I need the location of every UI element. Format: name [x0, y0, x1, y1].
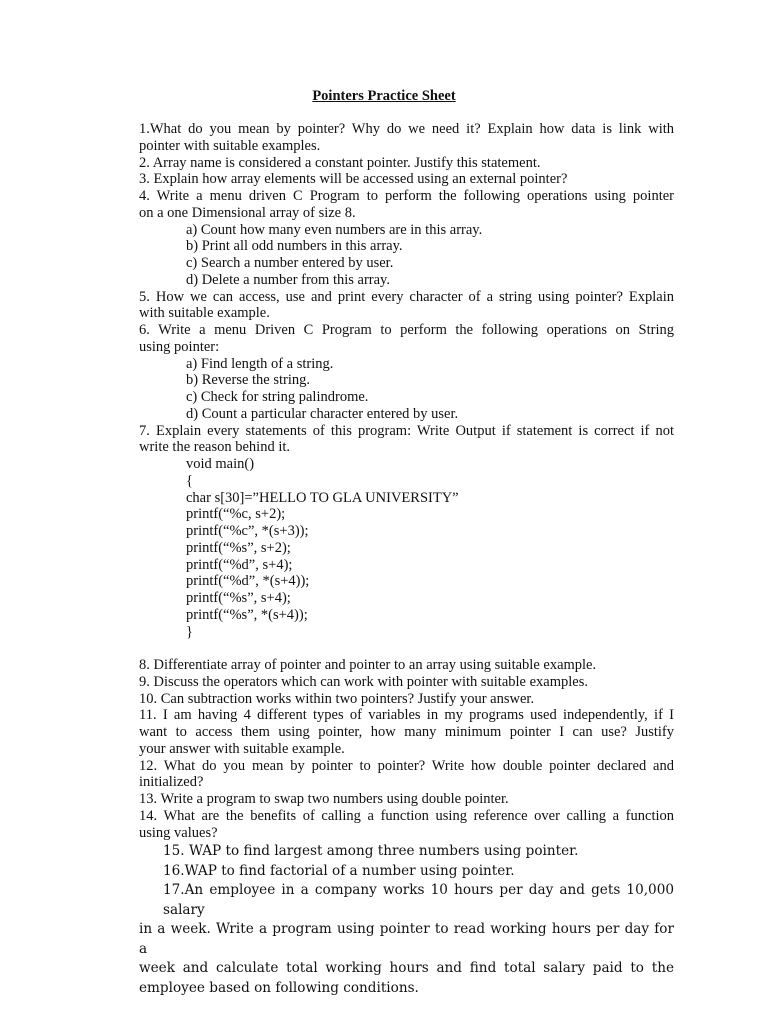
code-line: } [186, 623, 193, 640]
code-line: void main() [186, 456, 255, 472]
text-line: employee based on following conditions. [139, 979, 419, 996]
text-line: 17.An employee in a company works 10 hours per day and gets 10,000 salary [163, 882, 674, 918]
code-line: printf(“%s”, *(s+4)); [186, 606, 308, 623]
text-line: 12. What do you mean by pointer to pointer? Write how double pointer declared and [139, 757, 674, 774]
sub-item: c) Check for string palindrome. [186, 389, 369, 405]
text-line: using pointer: [139, 338, 220, 355]
text-line: your answer with suitable example. [139, 740, 345, 757]
text-line: want to access them using pointer, how many minimum pointer I can use? Justify [139, 724, 674, 740]
sub-item: a) Count how many even numbers are in this array. [186, 221, 483, 238]
text-line: with suitable example. [139, 305, 270, 322]
text-line: in a week. Write a program using pointer to read working hours per day for a [139, 921, 674, 957]
code-line: printf(“%s”, s+4); [186, 590, 291, 606]
code-line: printf(“%d”, s+4); [186, 556, 293, 573]
sub-item: d) Delete a number from this array. [186, 271, 390, 288]
text-line: 5. How we can access, use and print every character of a string using pointer? Explain [139, 288, 674, 305]
sub-item: b) Print all odd numbers in this array. [186, 238, 403, 255]
text-line: 6. Write a menu Driven C Program to perform the following operations on String [139, 322, 674, 338]
sub-item: d) Count a particular character entered by user. [186, 405, 459, 422]
question-list [139, 121, 674, 841]
page-title: Pointers Practice Sheet [312, 88, 456, 104]
text-line: 13. Write a program to swap two numbers using double pointer. [139, 791, 509, 807]
text-line: 4. Write a menu driven C Program to perform the following operations using pointer [139, 188, 674, 204]
text-line: 15. WAP to find largest among three numbers using pointer. [163, 843, 579, 859]
code-line: char s[30]=”HELLO TO GLA UNIVERSITY” [186, 489, 459, 506]
text-line: on a one Dimensional array of size 8. [139, 204, 356, 221]
sub-item: b) Reverse the string. [186, 372, 311, 389]
text-line: 9. Discuss the operators which can work with pointer with suitable examples. [139, 673, 588, 690]
text-line: 1.What do you mean by pointer? Why do we need it? Explain how data is link with [139, 121, 674, 137]
text-line: 2. Array name is considered a constant pointer. Justify this statement. [139, 154, 541, 171]
text-line: 7. Explain every statements of this program: Write Output if statement is correct if not [139, 422, 674, 439]
text-line: 11. I am having 4 different types of variables in my programs used independently, if I [139, 707, 674, 724]
text-line: 10. Can subtraction works within two pointers? Justify your answer. [139, 690, 535, 707]
code-line: printf(“%c”, *(s+3)); [186, 523, 309, 539]
text-line: using values? [139, 824, 218, 841]
blank-line [139, 640, 674, 657]
code-line: { [186, 472, 193, 489]
text-line: week and calculate total working hours and find total salary paid to the [139, 960, 674, 976]
code-line: printf(“%d”, *(s+4)); [186, 573, 310, 590]
text-line: 14. What are the benefits of calling a function using reference over calling a function [139, 807, 674, 824]
text-line: 8. Differentiate array of pointer and pointer to an array using suitable example. [139, 657, 597, 673]
text-line: 3. Explain how array elements will be accessed using an external pointer? [139, 171, 568, 188]
sub-item: c) Search a number entered by user. [186, 255, 394, 271]
text-line: write the reason behind it. [139, 439, 290, 456]
sub-item: a) Find length of a string. [186, 355, 334, 372]
text-line: initialized? [139, 774, 204, 791]
text-line: pointer with suitable examples. [139, 137, 321, 154]
code-line: printf(“%s”, s+2); [186, 539, 291, 556]
text-line: 16.WAP to find factorial of a number using pointer. [163, 862, 515, 879]
code-line: printf(“%c, s+2); [186, 506, 286, 523]
additional-questions [139, 842, 674, 998]
